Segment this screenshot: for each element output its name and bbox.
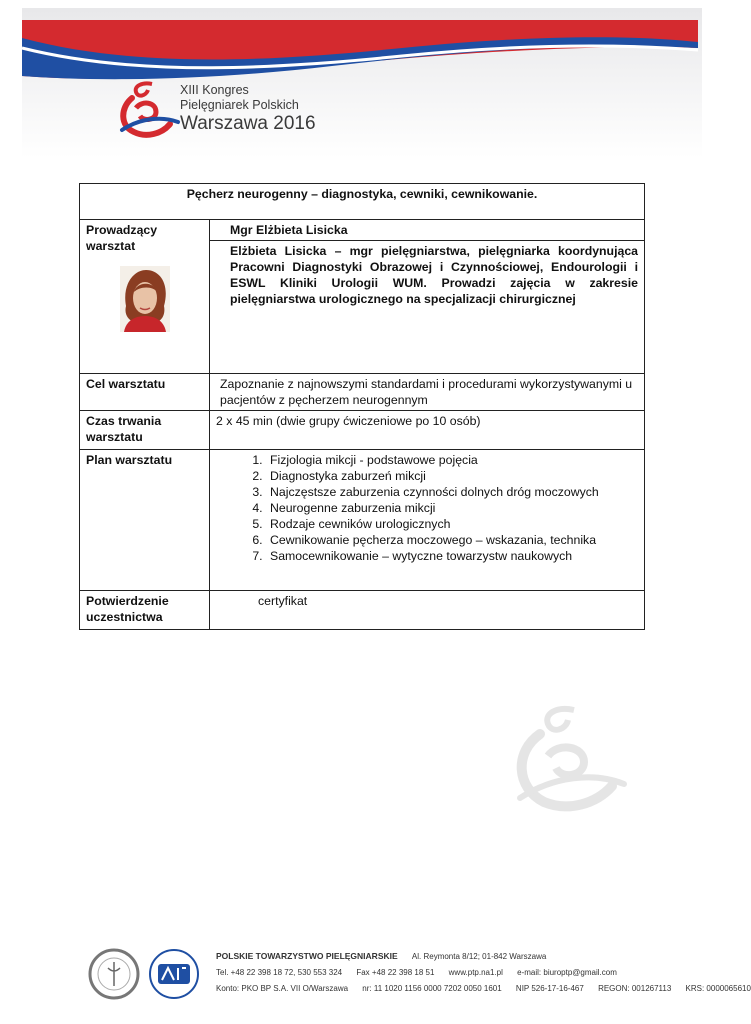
plan-row bbox=[80, 450, 645, 591]
goal-label: Cel warsztatu bbox=[80, 374, 210, 411]
confirm-label: Potwierdzenie uczestnictwa bbox=[80, 591, 210, 630]
plan-item: 6. Cewnikowanie pęcherza moczowego – wskazania, technika bbox=[266, 532, 638, 548]
plan-cell bbox=[210, 450, 645, 591]
plan-item: 3. Najczęstsze zaburzenia czynności dolnych dróg moczowych bbox=[266, 484, 638, 500]
leader-cell bbox=[80, 220, 210, 374]
goal-text: Zapoznanie z najnowszymi standardami i procedurami wykorzystywanymi u pacjentów z pęcherzem neurogennym bbox=[210, 374, 645, 411]
footer-contact bbox=[216, 948, 751, 997]
congress-logo-icon bbox=[112, 78, 182, 140]
plan-item: 1. Fizjologia mikcji - podstawowe pojęcia bbox=[266, 452, 638, 468]
leader-bio: Elżbieta Lisicka – mgr pielęgniarstwa, pielęgniarka koordynująca Pracowni Diagnostyki Obrazowej i Czynnościowej, Endourologii i ESWL Kliniki Urologii WUM. Prowadzi zajęcia w zakresie pielęgniarstwa urologicznego na specjalizacji chirurgicznej bbox=[210, 241, 645, 374]
footer-www: www.ptp.na1.pl bbox=[448, 968, 503, 977]
leader-name: Mgr Elżbieta Lisicka bbox=[230, 223, 348, 237]
confirm-row bbox=[80, 591, 645, 630]
plan-item: 5. Rodzaje cewników urologicznych bbox=[266, 516, 638, 532]
footer bbox=[86, 944, 751, 1004]
footer-krs: KRS: 0000065610 bbox=[685, 984, 751, 993]
footer-tel: Tel. +48 22 398 18 72, 530 553 324 bbox=[216, 968, 343, 977]
footer-regon: REGON: 001267113 bbox=[598, 984, 672, 993]
congress-title bbox=[180, 84, 316, 133]
leader-row bbox=[80, 220, 645, 241]
plan-item: 2. Diagnostyka zaburzeń mikcji bbox=[266, 468, 638, 484]
plan-item: 4. Neurogenne zaburzenia mikcji bbox=[266, 500, 638, 516]
plan-list bbox=[216, 452, 638, 564]
leader-name-cell bbox=[210, 220, 645, 241]
goal-row bbox=[80, 374, 645, 411]
duration-text: 2 x 45 min (dwie grupy ćwiczeniowe po 10 osób) bbox=[210, 411, 645, 450]
watermark-logo-icon bbox=[500, 700, 630, 820]
leader-label: Prowadzący warsztat bbox=[86, 223, 158, 253]
duration-label: Czas trwania warsztatu bbox=[80, 411, 210, 450]
footer-org: POLSKIE TOWARZYSTWO PIELĘGNIARSKIE bbox=[216, 951, 398, 961]
footer-fax: Fax +48 22 398 18 51 bbox=[356, 968, 435, 977]
leader-photo bbox=[120, 266, 170, 332]
footer-email: e-mail: biuroptp@gmail.com bbox=[517, 968, 617, 977]
workshop-title: Pęcherz neurogenny – diagnostyka, cewniki, cewnikowanie. bbox=[80, 184, 645, 220]
plan-label: Plan warsztatu bbox=[80, 450, 210, 591]
congress-line-2: Pielęgniarek Polskich bbox=[180, 97, 299, 112]
footer-konto: Konto: PKO BP S.A. VII O/Warszawa bbox=[216, 984, 349, 993]
duration-row bbox=[80, 411, 645, 450]
congress-line-1: XIII Kongres bbox=[180, 83, 249, 97]
congress-line-3: Warszawa 2016 bbox=[180, 113, 316, 134]
plan-item: 7. Samocewnikowanie – wytyczne towarzystw naukowych bbox=[266, 548, 638, 564]
confirm-text: certyfikat bbox=[210, 591, 645, 630]
workshop-table bbox=[79, 183, 645, 630]
footer-logos bbox=[86, 944, 211, 1004]
footer-nr: nr: 11 1020 1156 0000 7202 0050 1601 bbox=[362, 984, 502, 993]
title-row bbox=[80, 184, 645, 220]
footer-address: Al. Reymonta 8/12; 01-842 Warszawa bbox=[411, 952, 547, 961]
footer-nip: NIP 526-17-16-467 bbox=[515, 984, 584, 993]
